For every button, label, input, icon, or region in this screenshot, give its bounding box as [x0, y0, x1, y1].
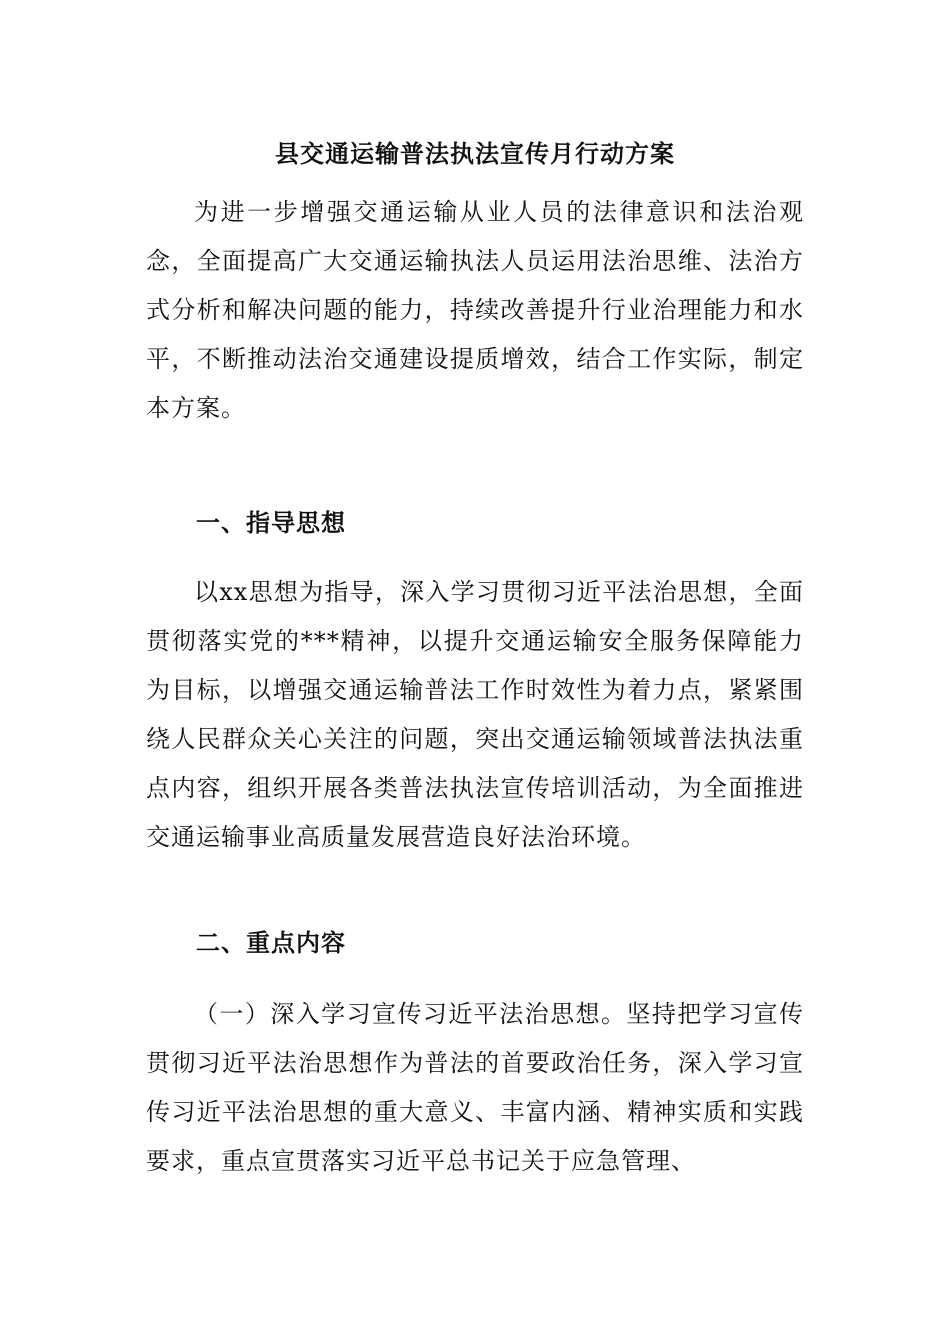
- section-heading-guiding-thought: 一、指导思想: [196, 508, 346, 537]
- section-body-guiding-thought: 以xx思想为指导，深入学习贯彻习近平法治思想，全面贯彻落实党的***精神，以提升交通运输安全服务保障能力为目标，以增强交通运输普法工作时效性为着力点，紧紧围绕人民群众关心关注的问题，突出交通运输领域普法执法重点内容，组织开展各类普法执法宣传培训活动，为全面推进交通运输事业高质量发展营造良好法治环境。: [146, 578, 804, 851]
- section-heading-key-content: 二、重点内容: [196, 928, 346, 957]
- section-body-key-content: （一）深入学习宣传习近平法治思想。坚持把学习宣传贯彻习近平法治思想作为普法的首要政治任务，深入学习宣传习近平法治思想的重大意义、丰富内涵、精神实质和实践要求，重点宣贯落实习近平总书记关于应急管理、: [146, 1000, 804, 1175]
- intro-paragraph: 为进一步增强交通运输从业人员的法律意识和法治观念，全面提高广大交通运输执法人员运用法治思维、法治方式分析和解决问题的能力，持续改善提升行业治理能力和水平，不断推动法治交通建设提质增效，结合工作实际，制定本方案。: [146, 198, 804, 422]
- document-title: 县交通运输普法执法宣传月行动方案: [275, 139, 675, 168]
